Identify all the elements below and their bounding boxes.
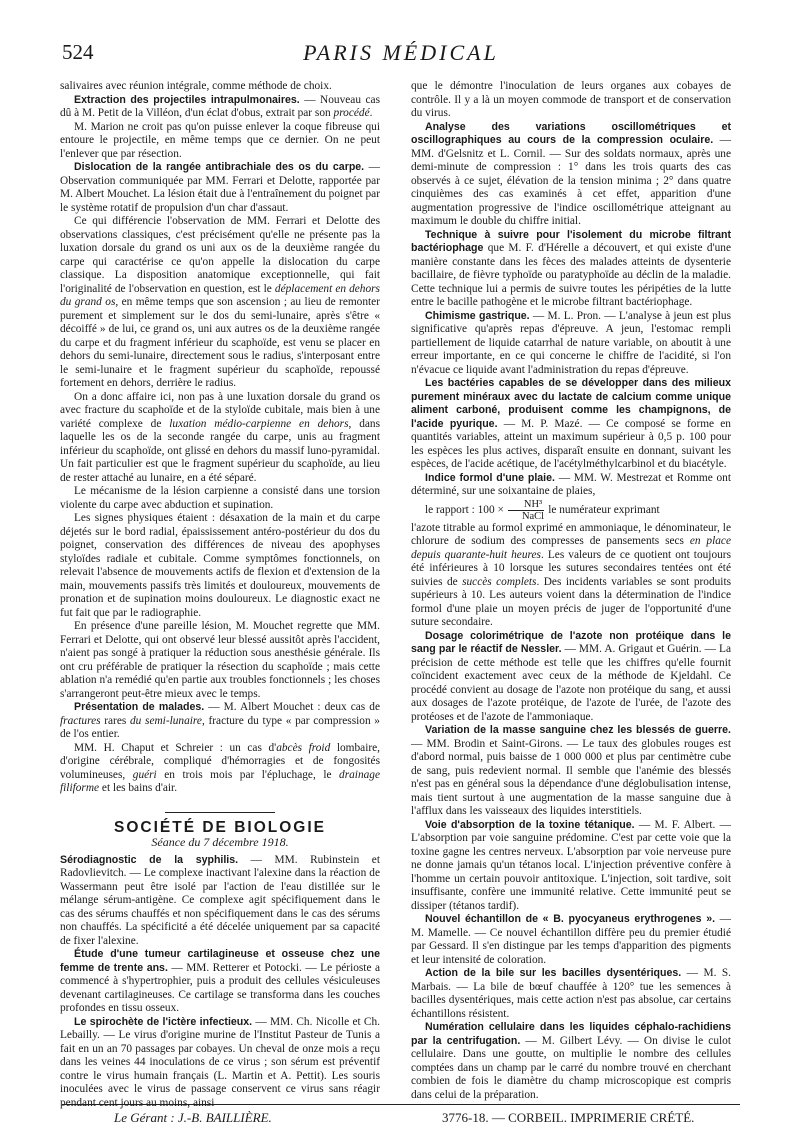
item-text: lombaire, d'origine cérébrale, compliqué d'hémorragies et de fongosités volumineuses, bbox=[60, 741, 380, 781]
item-title: Numération cellulaire dans les liquides céphalo-rachidiens par la centrifugation. bbox=[411, 1021, 731, 1047]
item-text: — MM. d'Gelsnitz et L. Cornil. — Sur des soldats normaux, après une demi-minute de compression : 1° dans les trois quarts des cas observés à ce sujet, élévation de la tension minima ; 2° dans quatre cinquièmes des cas examinés à cet effet, apparition d'une augmentation progressive de l'indice oscillométrique atteignant au maximum le double du chiffre initial. bbox=[411, 134, 731, 227]
item-text: que M. F. d'Hérelle a découvert, et qui existe d'une manière constante dans les fèces des malades atteints de dysenterie bacillaire, de fièvre typhoïde ou paratyphoïde au déclin de la maladie. Cette technique lui a permis de suivre toutes les péripéties de la lutte entre le bacille pathogène et le microbe filtrant bactériophage. bbox=[411, 242, 731, 308]
item-text: — M. Mamelle. — Ce nouvel échantillon diffère peu du premier étudié par Gessard. Il s'en distingue par les temps d'apparition des pigments et leur intensité de coloration. bbox=[411, 913, 731, 966]
item-text: , fracture du type « par compression » de l'os entier. bbox=[60, 714, 380, 740]
paragraph bbox=[411, 310, 731, 378]
page-header bbox=[62, 40, 740, 68]
paragraph: M. Marion ne croit pas qu'on puisse enlever la coque fibreuse qui entoure le projectile, en même temps que ce dernier. On ne peut l'enlever que par résection. bbox=[60, 120, 380, 160]
paragraph bbox=[411, 819, 731, 914]
item-title: Dislocation de la rangée antibrachiale des os du carpe. bbox=[74, 161, 365, 173]
footer-gerant: Le Gérant : J.-B. BAILLIÈRE. bbox=[114, 1110, 272, 1125]
paragraph: En présence d'une pareille lésion, M. Mouchet regrette que MM. Ferrari et Delotte, qui ont observé leur blessé aussitôt après l'accident, n'aient pas songé à pratiquer la réduction sous anesthésie générale. Ils ont cru préférable de pratiquer la résection du scaphoïde ; mais cette ablation n'a remédié qu'en partie aux troubles fonctionnels ; les choses s'arrangeront peut-être mieux avec le temps. bbox=[60, 620, 380, 700]
formula bbox=[411, 499, 731, 522]
paragraph: Les signes physiques étaient : désaxation de la main et du carpe déjetés sur le bord radial, épaississement antéro-postérieur du dos du poignet, conservation des différences de niveau des apophyses styloïdes radiale et cubitale. Comme symptômes fonctionnels, on relevait l'absence de mouvements actifs de flexion et d'extension de la main, mouvements passifs très limités et douloureux, mouvements de pronation et de supination moins douloureux. Le diagnostic exact ne fut fait que par le radiographie. bbox=[60, 512, 380, 619]
item-text: — M. Albert Mouchet : deux cas de bbox=[204, 701, 380, 713]
section-date: Séance du 7 décembre 1918. bbox=[151, 835, 289, 849]
item-title: Technique à suivre pour l'isolement du microbe filtrant bactériophage bbox=[411, 228, 731, 254]
item-title: Extraction des projectiles intrapulmonaires. bbox=[74, 93, 300, 106]
item-title: Étude d'une tumeur cartilagineuse et osseuse chez une femme de trente ans. bbox=[60, 948, 380, 974]
formula-denominator: NaCl bbox=[521, 510, 545, 522]
footer-imprimerie: 3776-18. — CORBEIL. IMPRIMERIE CRÉTÉ. bbox=[442, 1110, 695, 1125]
paragraph bbox=[60, 701, 380, 742]
item-italic: en place depuis quarante-huit heures bbox=[411, 535, 731, 561]
item-title: Le spirochète de l'ictère infectieux. bbox=[74, 1015, 253, 1028]
item-text: l'azote titrable au formol exprimé en ammoniaque, le dénominateur, le chlorure de sodium des compresses de pansements secs bbox=[411, 521, 731, 547]
item-text: — M. Gilbert Lévy. — On divise le culot cellulaire. Dans une goutte, on multiplie le nombre des cellules comptées dans un champ par le carré du nombre trouvé en cherchant combien de fois le diamètre du champ microscopique est compris dans celui de la préparation. bbox=[411, 1034, 731, 1101]
item-italic: drainage filiforme bbox=[60, 768, 381, 794]
item-text: — M. F. Albert. — L'absorption par voie sanguine prédomine. C'est par cette voie que la toxine gagne les centres nerveux. L'absorption par voie nerveuse pure ne donne jamais qu'un tétanos local. L'injection préventive confère à l'homme un certain pouvoir antitoxique. L'injection, soit tardive, soit insuffisante, confère une immunité relative. Cette immunité peut se dissiper (tétanos tardif). bbox=[411, 818, 732, 912]
item-text: — MM. Ch. Nicolle et Ch. Lebailly. — Le virus d'origine murine de l'Institut Pasteur de Tunis a fait en un an 70 passages par cobayes. Un cheval de onze mois a reçu dans les veines 44 inoculations de ce virus ; son sérum est préventif contre le virus humain français (L. Martin et A. Pettit). Les souris inoculées avec le virus de passage conservent ce virus sans réagir pendant cent jours au moins, ainsi bbox=[60, 1015, 381, 1109]
item-italic: du semi-lunaire bbox=[129, 714, 202, 727]
item-text: — M. P. Mazé. — Ce composé se forme en quantités variables, atteint un maximum supérieur à 0,5 p. 100 pour les espèces les plus actives, disparaît ensuite en donnant, suivant les espèces, de l'acide acétique, de l'acétylméthylcarbinol et du biacétyle. bbox=[411, 417, 731, 470]
item-title: Nouvel échantillon de « B. pyocyaneus erythrogenes ». bbox=[425, 913, 716, 925]
right-column bbox=[411, 80, 731, 1102]
item-italic: luxation médio-carpienne en dehors bbox=[169, 417, 349, 430]
item-text: . bbox=[369, 107, 373, 119]
paragraph: Le mécanisme de la lésion carpienne a consisté dans une torsion violente du carpe avec abduction et supination. bbox=[60, 485, 380, 511]
paragraph bbox=[411, 121, 731, 229]
item-text: . Les valeurs de ce quotient ont toujours été inférieures à 10 lorsque les sutures secondaires tentées ont été suivies de bbox=[411, 548, 731, 588]
paragraph bbox=[411, 913, 731, 967]
item-text: , en même temps que son ascension ; au lieu de remonter purement et simplement sur le dos du semi-lunaire, après s'être « décoiffé » de lui, ce grand os, uni aux autres os de la deuxième rangée du carpe et du fragment inférieur du scaphoïde, est venu se placer en dehors du semi-lunaire, directement sous le radius, s'interposant entre le semi-lunaire et le fragment supérieur du scaphoïde, repoussé fortement en dehors, derrière le radius. bbox=[60, 296, 380, 389]
item-text: On a donc affaire ici, non pas à une luxation dorsale du grand os avec fracture du scaphoïde et de la styloïde cubitale, mais bien à une variété complexe de bbox=[60, 390, 380, 430]
paragraph bbox=[60, 391, 380, 486]
paragraph bbox=[411, 967, 731, 1021]
paragraph bbox=[411, 630, 731, 725]
item-title: Voie d'absorption de la toxine tétanique. bbox=[425, 818, 635, 831]
item-text: et les bains d'air. bbox=[99, 782, 178, 794]
paragraph bbox=[60, 742, 380, 796]
paragraph bbox=[60, 215, 380, 391]
section-title: SOCIÉTÉ DE BIOLOGIE bbox=[114, 818, 326, 836]
item-text: — MM. Brodin et Saint-Girons. — Le taux des globules rouges est d'abord normal, puis baisse de 1 000 000 et plus par centimètre cube de sang, puis redevient normal. Il semble que l'anémie des blessés n'est pas en général sous la dépendance d'une déglobulisation intense, mais tient surtout à une augmentation de la masse sanguine due à l'afflux dans les vaisseaux des liquides interstitiels. bbox=[411, 737, 731, 817]
formula-suffix: le numérateur exprimant bbox=[548, 503, 660, 516]
item-text: en trois mois par l'épluchage, le bbox=[156, 768, 340, 781]
item-text: — Nouveau cas dû à M. Petit de la Villéon, d'un éclat d'obus, extrait par son bbox=[60, 93, 380, 119]
paragraph bbox=[411, 229, 731, 310]
item-title: Dosage colorimétrique de l'azote non protéique dans le sang par le réactif de Nessler. bbox=[411, 629, 731, 655]
item-text: — Observation communiquée par MM. Ferrari et Delotte, rapportée par M. Albert Mouchet. La lésion était due à l'entraînement du poignet par le système rotatif de propulsion d'un char d'assaut. bbox=[60, 161, 380, 214]
paragraph: salivaires avec réunion intégrale, comme méthode de choix. bbox=[60, 80, 332, 92]
item-text: — M. S. Marbais. — La bile de bœuf chauffée à 120° tue les semences à bacilles dysentériques, mais cette action n'est pas absolue, car certains échantillons résistent. bbox=[411, 967, 732, 1020]
item-italic: succès complets bbox=[462, 575, 537, 588]
item-text: Ce qui différencie l'observation de MM. Ferrari et Delotte des observations classiques, c'est précisément qu'elle ne présente pas la luxation dorsale du grand os uni aux os de la deuxième rangée du carpe qui caractérise ce qu'on appelle la dislocation du carpe classique. La disposition anatomique exceptionnelle, qui fait l'originalité de l'observation en question, est le bbox=[60, 215, 380, 295]
page-footer bbox=[62, 1110, 740, 1130]
paragraph bbox=[60, 161, 380, 215]
item-title: Sérodiagnostic de la syphilis. bbox=[60, 853, 239, 866]
formula-fraction bbox=[508, 499, 544, 522]
paragraph bbox=[411, 522, 731, 630]
item-title: Indice formol d'une plaie. bbox=[425, 471, 555, 484]
item-text: , dans laquelle les os de la seconde rangée du carpe, unis au fragment inférieur du scaphoïde, ont glissé en dehors du massif luno-pyramidal. Un fait particulier est que le fragment supérieur du scaphoïde, au lieu de rester attaché au lunaire, en a été séparé. bbox=[60, 417, 380, 484]
item-text: — MM. Retterer et Potocki. — Le périoste a commencé à s'hypertrophier, puis a produit des cellules vésiculeuses devenant cartilagineuses. Ce cartilage se transforma dans les couches profondes en tissu osseux. bbox=[60, 961, 381, 1014]
formula-numerator: NH³ bbox=[508, 499, 544, 511]
left-column bbox=[60, 80, 380, 1110]
item-text: — MM. W. Mestrezat et Romme ont déterminé, sur une soixantaine de plaies, bbox=[411, 471, 731, 497]
item-title: Action de la bile sur les bacilles dysentériques. bbox=[425, 967, 682, 979]
item-text: rares bbox=[100, 714, 130, 727]
item-title: Variation de la masse sanguine chez les blessés de guerre. bbox=[425, 724, 731, 736]
item-text: — MM. A. Grigaut et Guérin. — La précision de cette méthode est telle que les chiffres qu'elle fournit coïncident exactement avec ceux de la méthode de Kjeldahl. Ce procédé convient au dosage de l'azote non protéique du sang, et aussi aux dosages de l'azote protéique, de l'azote de l'urée, de l'azote des protéoses et de l'azote de l'ammoniaque. bbox=[411, 643, 731, 723]
paragraph bbox=[60, 948, 380, 1016]
item-text: — MM. Rubinstein et Radovlievitch. — Le complexe inactivant l'alexine dans la réaction de Wassermann peut être isolé par l'action de l'eau distillée sur le mélange sérum-antigène. Ce complexe agit spécifiquement dans le cas des sérums chauffés et non spécifiquement dans le cas des sérums non chauffés. La spécificité a été décelée uniquement par sa capacité de fixer l'alexine. bbox=[60, 853, 380, 947]
page-number: 524 bbox=[62, 40, 94, 64]
paragraph bbox=[60, 1016, 380, 1111]
paragraph bbox=[411, 1021, 731, 1102]
paragraph bbox=[411, 377, 731, 472]
item-italic: procédé bbox=[333, 107, 370, 119]
item-italic: guéri bbox=[132, 768, 157, 781]
item-italic: déplacement en dehors du grand os bbox=[60, 282, 380, 308]
item-italic: fractures bbox=[60, 714, 101, 727]
item-title: Chimisme gastrique. bbox=[425, 309, 530, 322]
paragraph bbox=[60, 854, 380, 949]
paragraph: que le démontre l'inoculation de leurs organes aux cobayes de contrôle. Il y a là un moyen commode de transport et de conservation du virus. bbox=[411, 80, 731, 119]
section-divider bbox=[165, 812, 275, 813]
item-title: Analyse des variations oscillométriques et oscillographiques au cours de la compression oculaire. bbox=[411, 120, 731, 146]
journal-title: PARIS MÉDICAL bbox=[303, 40, 499, 65]
formula-prefix: le rapport : 100 × bbox=[425, 503, 504, 516]
item-text: . Des incidents variables se sont produits supérieurs à 10. Les auteurs voient dans la détermination de l'indice formol d'une plaie un moyen précis de juger de l'opportunité d'une suture secondaire. bbox=[411, 575, 732, 628]
item-italic: abcès froid bbox=[276, 741, 331, 754]
item-text: MM. H. Chaput et Schreier : un cas d' bbox=[74, 741, 277, 754]
item-title: Présentation de malades. bbox=[74, 701, 205, 713]
paragraph bbox=[60, 94, 380, 121]
item-title: Les bactéries capables de se développer dans des milieux purement minéraux avec du lactate de calcium comme unique aliment carboné, produisent comme les champignons, de l'acide pyurique. bbox=[411, 377, 731, 430]
paragraph bbox=[411, 724, 731, 819]
paragraph bbox=[411, 472, 731, 499]
footer-rule bbox=[62, 1104, 740, 1105]
item-text: — M. L. Pron. — L'analyse à jeun est plus significative qu'après repas d'épreuve. A jeun, l'estomac rempli partiellement de liquide catarrhal de nature variable, on aboutit à une erreur importante, en ce qui concerne le chiffre de l'acidité, si l'on n'évacue ce liquide avant l'administration du repas d'épreuve. bbox=[411, 309, 731, 376]
